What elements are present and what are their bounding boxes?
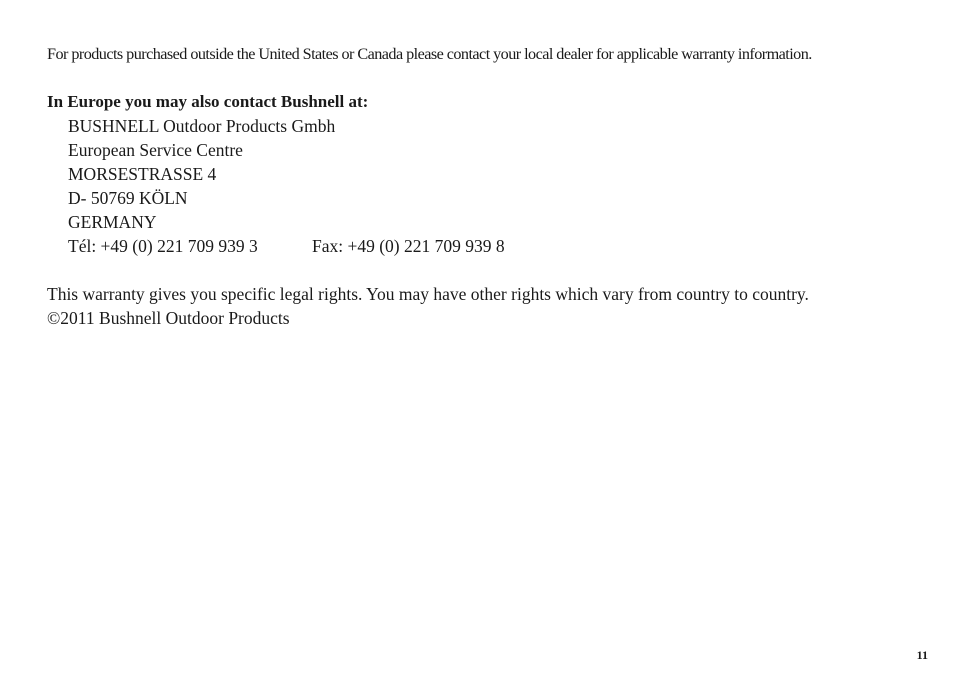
legal-rights-statement: This warranty gives you specific legal rights. You may have other rights which vary from country to country. xyxy=(47,284,809,304)
address-company: BUSHNELL Outdoor Products Gmbh xyxy=(68,116,336,136)
phone-fax-line xyxy=(68,234,927,258)
address-department: European Service Centre xyxy=(68,140,243,160)
closing-paragraph xyxy=(47,282,927,330)
page-number: 11 xyxy=(916,648,928,662)
fax-number: Fax: +49 (0) 221 709 939 8 xyxy=(312,236,505,256)
address-country: GERMANY xyxy=(68,212,157,232)
europe-address-block xyxy=(68,114,927,258)
telephone-number: Tél: +49 (0) 221 709 939 3 xyxy=(68,236,258,256)
address-city: D- 50769 KÖLN xyxy=(68,188,188,208)
address-street: MORSESTRASSE 4 xyxy=(68,164,217,184)
warranty-intro: For products purchased outside the United States or Canada please contact your local dealer for applicable warranty information. xyxy=(47,45,812,63)
copyright-notice: ©2011 Bushnell Outdoor Products xyxy=(47,308,290,328)
europe-contact-heading: In Europe you may also contact Bushnell at: xyxy=(47,92,369,111)
document-page xyxy=(47,42,927,330)
